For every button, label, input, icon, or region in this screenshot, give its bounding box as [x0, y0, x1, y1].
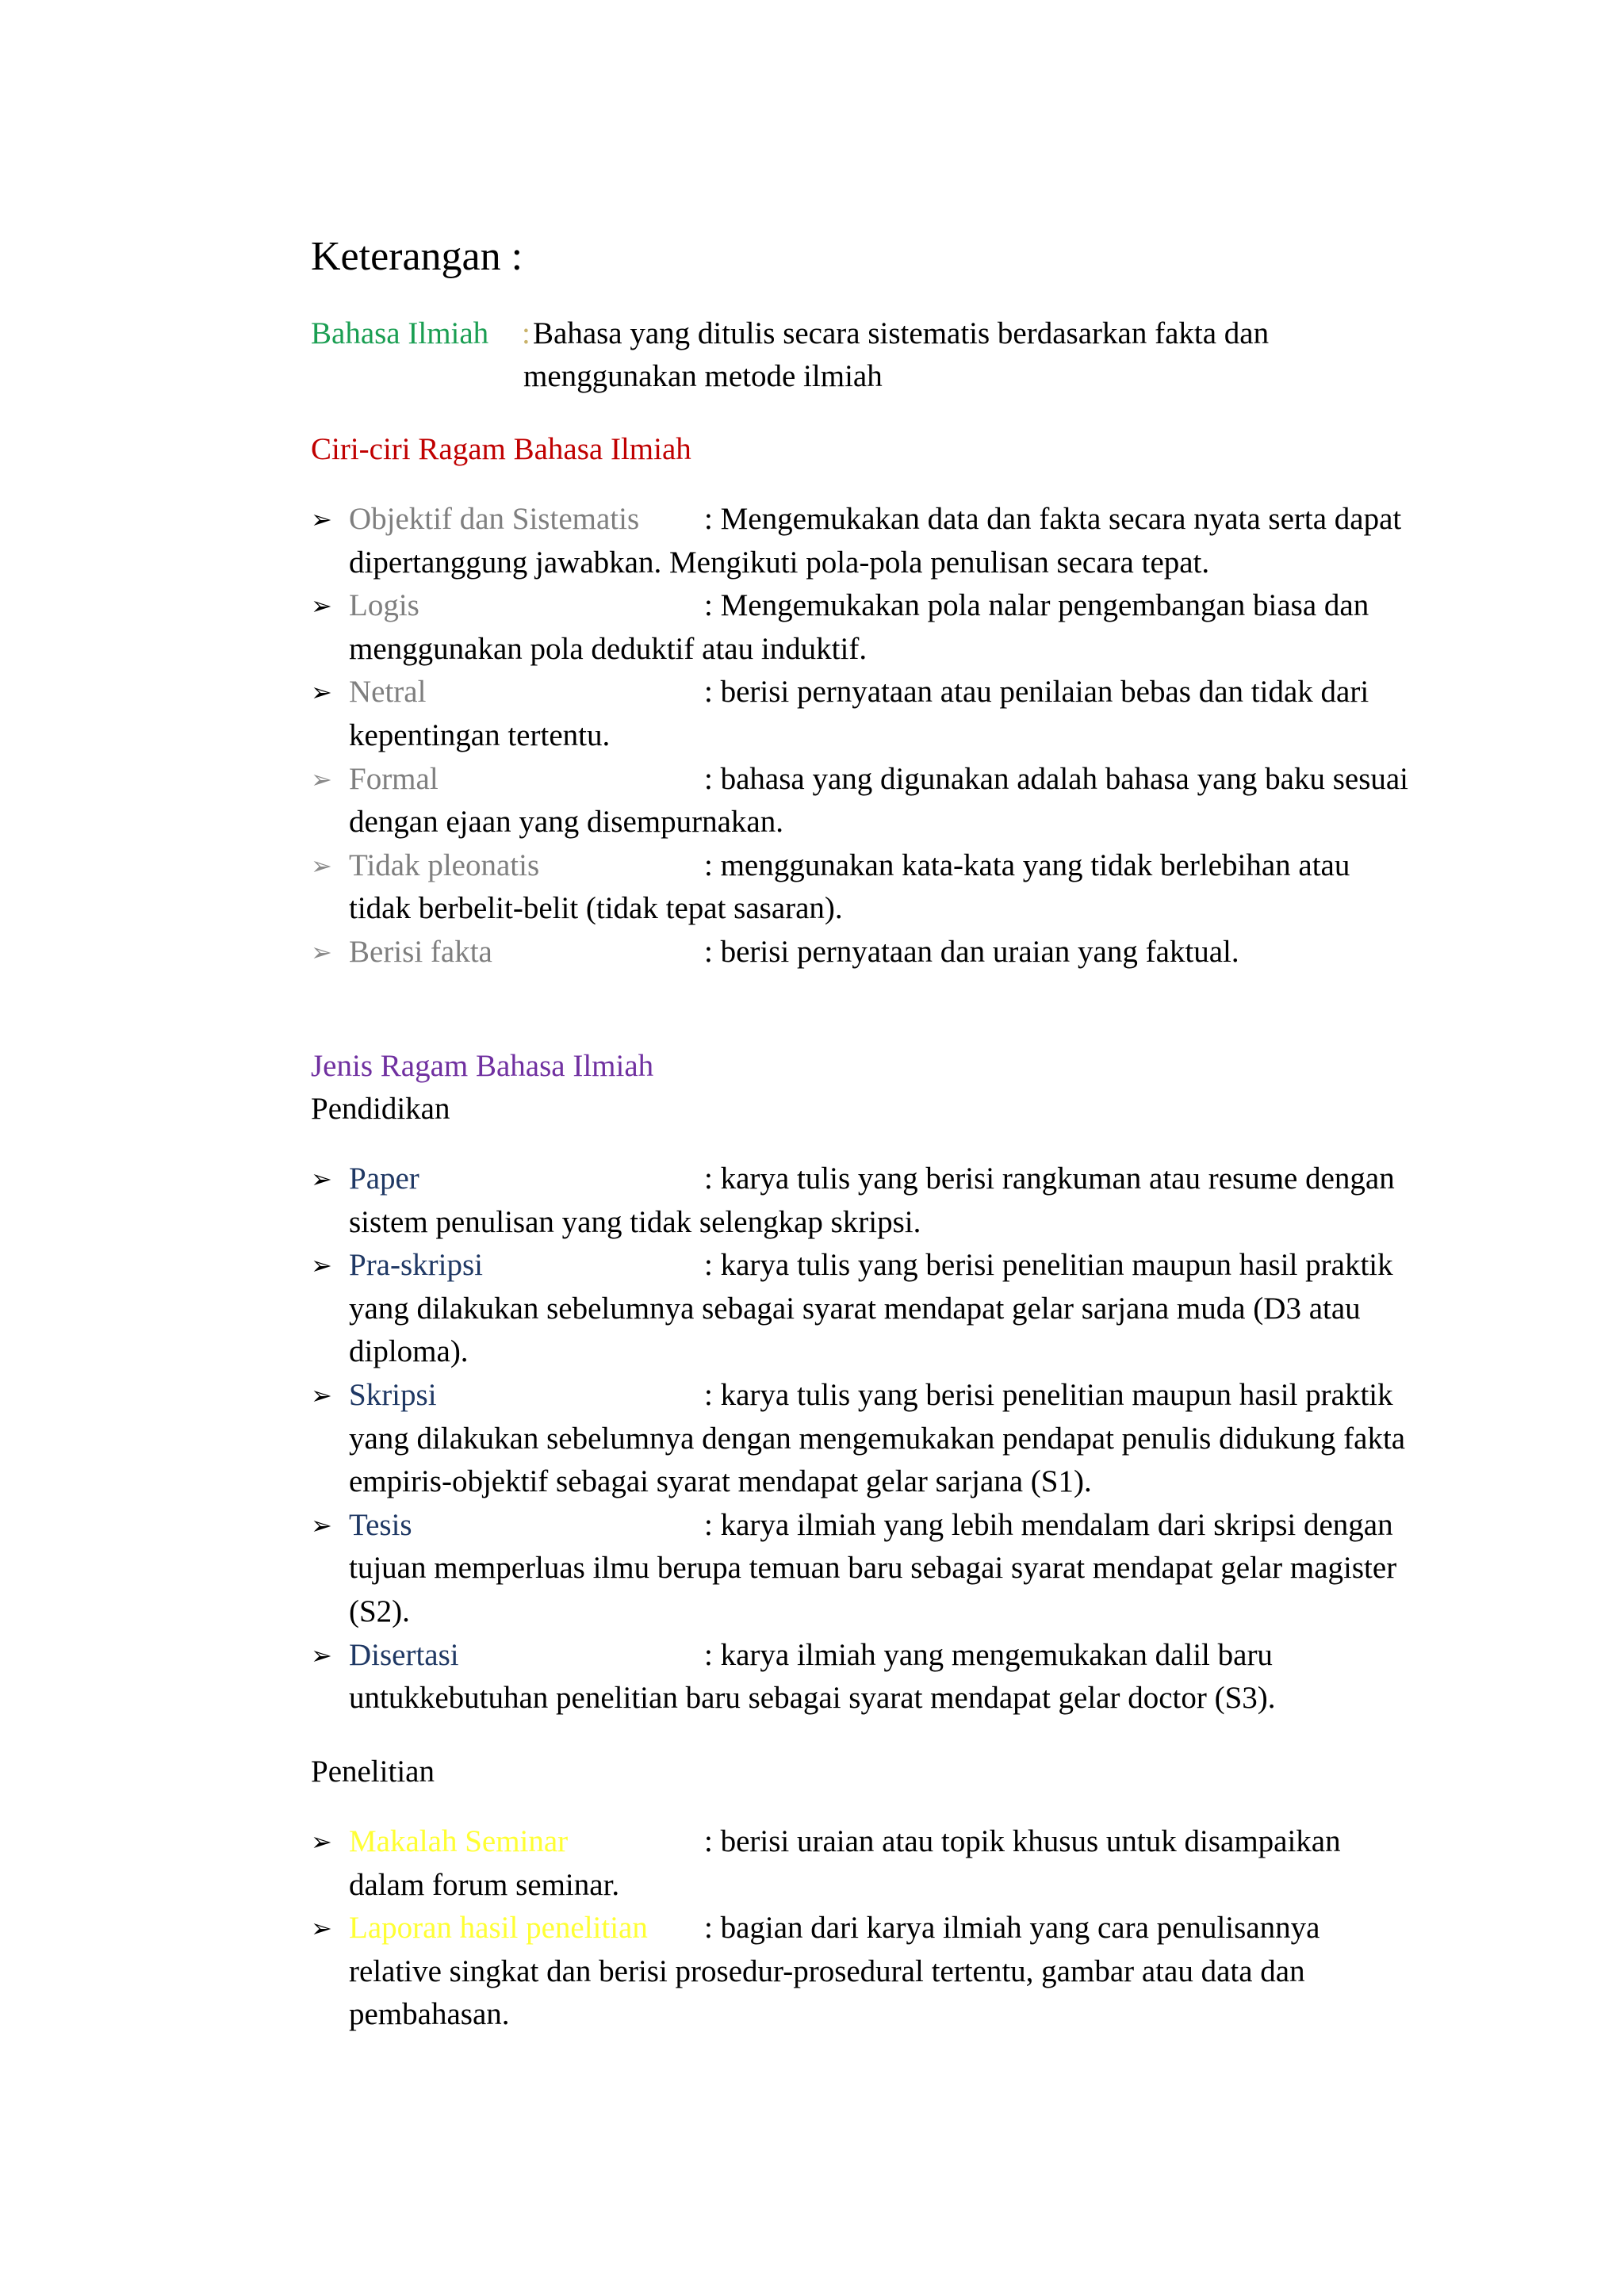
item-label: Skripsi: [349, 1377, 437, 1412]
arrow-bullet-icon: ➢: [311, 504, 332, 534]
list-item: [311, 1244, 1413, 1374]
ciri-list: [311, 498, 1413, 974]
list-item: [311, 1374, 1413, 1504]
item-description: : karya tulis yang berisi rangkuman atau resume dengan sistem penulisan yang tidak selengkap skripsi.: [349, 1161, 1395, 1239]
list-item: [311, 498, 1413, 584]
jenis-list: [311, 1158, 1413, 1720]
jenis-subtitle: Pendidikan: [311, 1092, 450, 1126]
list-item: [311, 931, 1413, 974]
list-item: [311, 844, 1413, 931]
item-description: : menggunakan kata-kata yang tidak berlebihan atau tidak berbelit-belit (tidak tepat sasaran).: [349, 848, 1350, 926]
arrow-bullet-icon: ➢: [311, 1380, 332, 1410]
item-label: Pra-skripsi: [349, 1248, 483, 1283]
arrow-bullet-icon: ➢: [311, 1640, 332, 1670]
page-title: Keterangan :: [311, 234, 523, 279]
item-label: Formal: [349, 761, 439, 796]
arrow-bullet-icon: ➢: [311, 1913, 332, 1944]
arrow-bullet-icon: ➢: [311, 936, 332, 967]
penelitian-list: [311, 1820, 1413, 2037]
ciri-section-title: Ciri-ciri Ragam Bahasa Ilmiah: [311, 432, 691, 466]
list-item: [311, 1504, 1413, 1634]
item-description: : bahasa yang digunakan adalah bahasa yang baku sesuai dengan ejaan yang disempurnakan.: [349, 761, 1409, 840]
arrow-bullet-icon: ➢: [311, 1164, 332, 1194]
item-description: : karya tulis yang berisi penelitian maupun hasil praktik yang dilakukan sebelumnya sebagai syarat mendapat gelar sarjana muda (D3 atau diploma).: [349, 1248, 1393, 1369]
arrow-bullet-icon: ➢: [311, 1510, 332, 1540]
definition-block: [311, 312, 1405, 398]
jenis-section-title: Jenis Ragam Bahasa Ilmiah: [311, 1049, 654, 1083]
list-item: [311, 758, 1413, 844]
arrow-bullet-icon: ➢: [311, 591, 332, 622]
list-item: [311, 1907, 1413, 2037]
list-item: [311, 1634, 1413, 1720]
item-label: Disertasi: [349, 1637, 459, 1672]
item-label: Tesis: [349, 1507, 412, 1542]
item-label: Paper: [349, 1161, 419, 1196]
arrow-bullet-icon: ➢: [311, 763, 332, 794]
item-description: : berisi pernyataan dan uraian yang faktual.: [704, 934, 1239, 969]
item-label: Logis: [349, 588, 419, 623]
arrow-bullet-icon: ➢: [311, 677, 332, 708]
item-description: : Mengemukakan pola nalar pengembangan biasa dan menggunakan pola deduktif atau induktif.: [349, 588, 1369, 666]
item-description: : bagian dari karya ilmiah yang cara penulisannya relative singkat dan berisi prosedur-prosedural tertentu, gambar atau data dan pembahasan.: [349, 1911, 1320, 2032]
item-label: Laporan hasil penelitian: [349, 1911, 648, 1946]
arrow-bullet-icon: ➢: [311, 1250, 332, 1281]
definition-colon: :: [522, 316, 530, 350]
item-label: Berisi fakta: [349, 934, 492, 969]
item-description: : berisi uraian atau topik khusus untuk disampaikan dalam forum seminar.: [349, 1824, 1341, 1902]
arrow-bullet-icon: ➢: [311, 1827, 332, 1857]
list-item: [311, 584, 1413, 671]
arrow-bullet-icon: ➢: [311, 850, 332, 881]
list-item: [311, 671, 1413, 757]
penelitian-section-title: Penelitian: [311, 1755, 435, 1789]
item-label: Objektif dan Sistematis: [349, 502, 640, 536]
list-item: [311, 1158, 1413, 1244]
item-label: Netral: [349, 675, 427, 710]
list-item: [311, 1820, 1413, 1907]
definition-term: Bahasa Ilmiah: [311, 316, 489, 350]
item-description: : berisi pernyataan atau penilaian bebas dan tidak dari kepentingan tertentu.: [349, 675, 1369, 752]
item-label: Tidak pleonatis: [349, 848, 540, 882]
item-label: Makalah Seminar: [349, 1824, 569, 1858]
item-description: : karya ilmiah yang mengemukakan dalil baru untukkebutuhan penelitian baru sebagai syarat mendapat gelar doctor (S3).: [349, 1637, 1276, 1716]
item-description: : Mengemukakan data dan fakta secara nyata serta dapat dipertanggung jawabkan. Mengikuti pola-pola penulisan secara tepat.: [349, 502, 1402, 580]
item-description: : karya tulis yang berisi penelitian maupun hasil praktik yang dilakukan sebelumnya dengan mengemukakan pendapat penulis didukung fakta empiris-objektif sebagai syarat mendapat gelar sarjana (S1).: [349, 1377, 1406, 1499]
definition-text: Bahasa yang ditulis secara sistematis berdasarkan fakta dan menggunakan metode ilmiah: [523, 316, 1270, 393]
item-description: : karya ilmiah yang lebih mendalam dari skripsi dengan tujuan memperluas ilmu berupa temuan baru sebagai syarat mendapat gelar magister (S2).: [349, 1507, 1397, 1628]
